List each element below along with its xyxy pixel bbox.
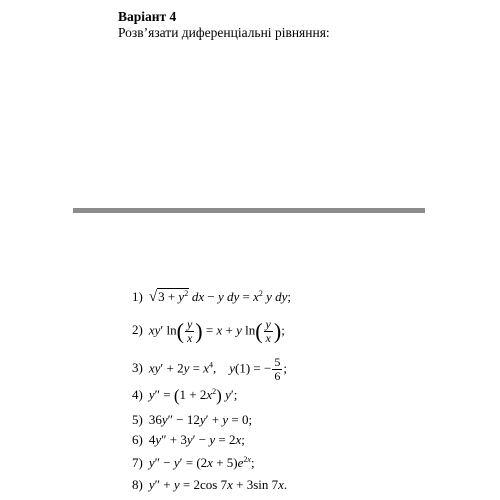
- equation-number: 1): [132, 289, 143, 304]
- task-instruction: Розв’язати диференціальні рівняння:: [118, 25, 330, 40]
- document-heading: [118, 9, 330, 41]
- equation-number: 2): [132, 322, 143, 338]
- equation-8: 8) y″ + y = 2cos 7x + 3sin 7x.: [132, 477, 288, 492]
- equation-number: 6): [132, 432, 143, 447]
- equation-number: 8): [132, 477, 143, 492]
- equation-number: 4): [132, 387, 143, 402]
- equation-3: 3) $xy' + 2y = x^4$, y(1) = − $\frac{5}{6}$ ;: [132, 355, 287, 383]
- equation-4: 4) $y'' = (1 + 2x^2)$ y′;: [132, 386, 238, 406]
- equation-number: 7): [132, 455, 143, 470]
- equation-number: 5): [132, 412, 143, 427]
- equation-2: 2) xy′ ln( $\frac{y}{x}$ ) = x + y ln( $\frac{y}{x}$ );: [132, 317, 285, 345]
- equation-7: 7) $y'' - y' = (2x + 5)e^{2x}$;: [132, 455, 255, 470]
- equation-1: 1) $√3 + y^2$ dx − y dy = $x^2$ y dy;: [132, 289, 292, 305]
- horizontal-divider: [73, 208, 425, 213]
- equation-5: 5) 36y″ − 12y′ + y = 0;: [132, 412, 253, 427]
- variant-title: Варіант 4: [118, 9, 177, 24]
- equation-number: 3): [132, 360, 143, 376]
- equation-6: 6) 4y″ + 3y′ − y = 2x;: [132, 432, 245, 447]
